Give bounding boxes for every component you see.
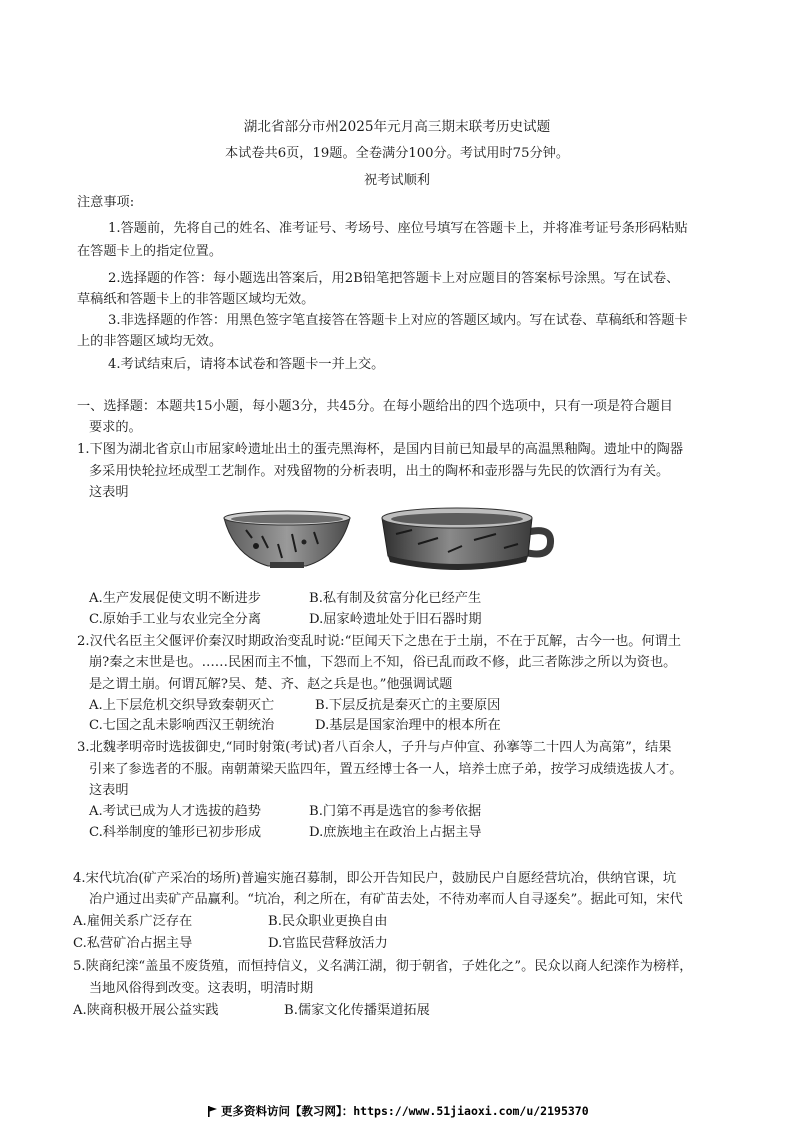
- notice-item-2-line-1: 2.选择题的作答：每小题选出答案后，用2B铅笔把答题卡上对应题目的答案标号涂黑。写在试卷、: [108, 271, 680, 286]
- question-2-line-3: 是之谓土崩。何谓瓦解?吴、楚、齐、赵之兵是也。”他强调试题: [89, 677, 453, 692]
- question-2-option-b: B.下层反抗是秦灭亡的主要原因: [315, 698, 501, 713]
- question-4-option-d: D.官监民营释放活力: [268, 936, 388, 951]
- exam-title: 湖北省部分市州2025年元月高三期末联考历史试题: [243, 119, 551, 135]
- question-1-option-d: D.屈家岭遗址处于旧石器时期: [309, 612, 482, 627]
- question-3-option-c: C.科举制度的雏形已初步形成: [89, 825, 262, 840]
- footer-text[interactable]: 更多资料访问【教习网】：https://www.51jiaoxi.com/u/2195370: [221, 1104, 589, 1118]
- question-1-line-1: 1.下图为湖北省京山市屈家岭遗址出土的蛋壳黑海杯，是国内目前已知最早的高温黑釉陶。遗址中的陶器: [77, 442, 684, 457]
- notice-item-4: 4.考试结束后，请将本试卷和答题卡一并上交。: [108, 357, 385, 372]
- question-4-option-b: B.民众职业更换自由: [268, 914, 388, 929]
- question-1-line-3: 这表明: [89, 485, 129, 500]
- question-2-line-1: 2.汉代名臣主父偃评价秦汉时期政治变乱时说:“臣闻天下之患在于土崩，不在于瓦解，古今一也。何谓土: [77, 634, 682, 649]
- question-3-line-1: 3.北魏孝明帝时选拔御史,“同时射策(考试)者八百余人，子升与卢仲宣、孙搴等二十四人为高第”，结果: [77, 740, 672, 755]
- notice-item-1-line-1: 1.答题前，先将自己的姓名、准考证号、考场号、座位号填写在答题卡上，并将准考证号条形码粘贴: [108, 221, 688, 236]
- question-4-option-c: C.私营矿冶占据主导: [73, 936, 193, 951]
- question-2-option-d: D.基层是国家治理中的根本所在: [315, 718, 501, 733]
- exam-info: 本试卷共6页，19题。全卷满分100分。考试用时75分钟。: [224, 146, 570, 161]
- handled-pottery-cup-photo: [378, 500, 556, 576]
- question-2-option-a: A.上下层危机交织导致秦朝灭亡: [89, 698, 275, 713]
- question-1-option-c: C.原始手工业与农业完全分离: [89, 612, 262, 627]
- question-5-option-b: B.儒家文化传播渠道拓展: [284, 1003, 430, 1018]
- question-3-option-b: B.门第不再是选官的参考依据: [309, 804, 482, 819]
- question-2-line-2: 崩?秦之末世是也。……民困而主不恤，下怨而上不知，俗已乱而政不修，此三者陈涉之所以为资也。: [89, 655, 677, 670]
- question-4-line-2: 冶户通过出卖矿产品赢利。“坑冶，利之所在，有矿苗去处，不待劝率而人自寻逐矣”。据此可知，宋代: [89, 892, 683, 907]
- notice-item-3-line-2: 上的非答题区域均无效。: [77, 334, 223, 349]
- black-eggshell-cup-photo: [222, 508, 352, 570]
- question-5-line-1: 5.陕商纪滦“盖虽不废货殖，而恒持信义，义名满江湖，彻于朝省，子姓化之”。民众以商人纪滦作为榜样，: [73, 959, 693, 974]
- question-3-option-a: A.考试已成为人才选拔的趋势: [89, 804, 261, 819]
- question-1-option-b: B.私有制及贫富分化已经产生: [309, 591, 482, 606]
- question-5-option-a: A.陕商积极开展公益实践: [73, 1003, 219, 1018]
- question-1-line-2: 多采用快轮拉坯成型工艺制作。对残留物的分析表明，出土的陶杯和壶形器与先民的饮酒行为有关。: [89, 464, 670, 479]
- flag-icon: [208, 1106, 217, 1117]
- question-1-option-a: A.生产发展促使文明不断进步: [89, 591, 261, 606]
- footer-link-line[interactable]: [208, 1104, 589, 1118]
- question-2-option-c: C.七国之乱未影响西汉王朝统治: [89, 718, 275, 733]
- section-1-instructions-line-1: 一、选择题：本题共15小题，每小题3分，共45分。在每小题给出的四个选项中，只有一项是符合题目: [77, 399, 673, 414]
- notice-item-3-line-1: 3.非选择题的作答：用黑色签字笔直接答在答题卡上对应的答题区域内。写在试卷、草稿纸和答题卡: [108, 313, 688, 328]
- question-5-line-2: 当地风俗得到改变。这表明，明清时期: [89, 981, 314, 996]
- question-4-line-1: 4.宋代坑冶(矿产采冶的场所)普遍实施召募制，即公开告知民户，鼓励民户自愿经营坑冶，供纳官课，坑: [73, 871, 677, 886]
- question-4-option-a: A.雇佣关系广泛存在: [73, 914, 193, 929]
- section-1-instructions-line-2: 要求的。: [89, 420, 142, 435]
- question-3-line-2: 引来了参选者的不服。南朝萧梁天监四年，置五经博士各一人，培养士庶子弟，按学习成绩选拔人才。: [89, 762, 683, 777]
- notice-item-1-line-2: 在答题卡上的指定位置。: [77, 244, 223, 259]
- question-3-line-3: 这表明: [89, 783, 129, 798]
- good-luck-text: 祝考试顺利: [364, 173, 430, 188]
- question-3-option-d: D.庶族地主在政治上占据主导: [309, 825, 482, 840]
- notice-item-2-line-2: 草稿纸和答题卡上的非答题区域均无效。: [77, 292, 315, 307]
- notice-heading: 注意事项:: [77, 195, 135, 210]
